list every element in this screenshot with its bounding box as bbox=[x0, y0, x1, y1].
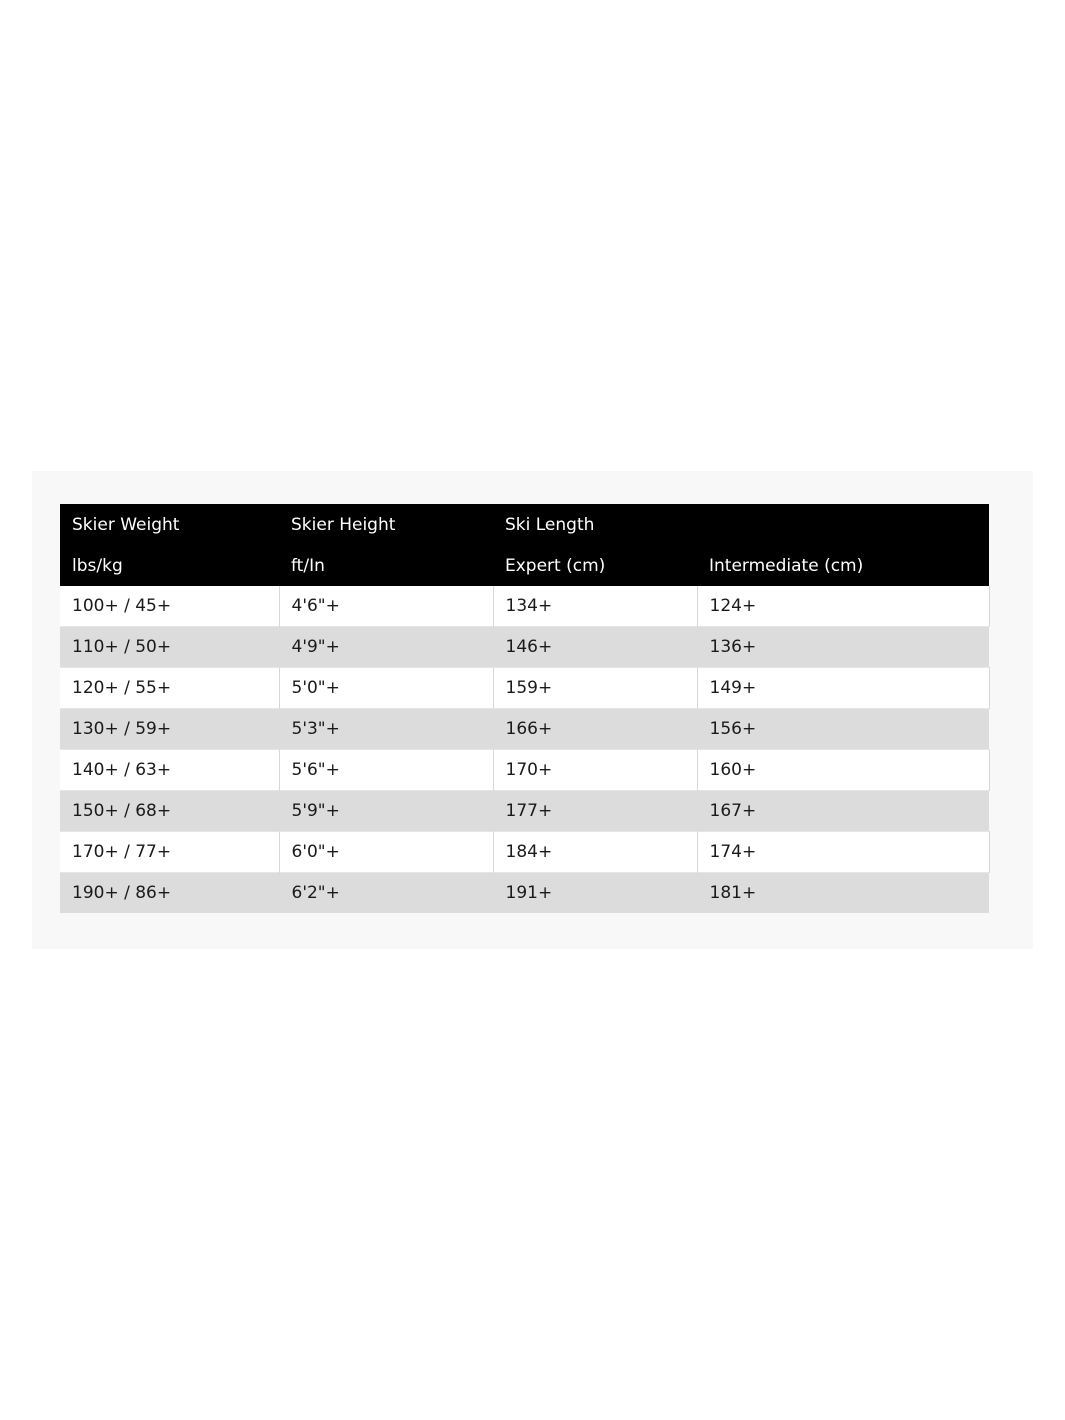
height-cell: 6'2"+ bbox=[279, 873, 493, 914]
height-cell: 5'9"+ bbox=[279, 791, 493, 832]
expert-length-cell: 159+ bbox=[493, 668, 697, 709]
header-skier-weight: Skier Weight bbox=[72, 514, 180, 535]
table-row bbox=[60, 832, 989, 873]
header-row-sub bbox=[60, 545, 989, 586]
header-ft-in: ft/In bbox=[291, 555, 325, 576]
table-row bbox=[60, 668, 989, 709]
height-cell: 5'0"+ bbox=[279, 668, 493, 709]
intermediate-length-cell: 136+ bbox=[697, 627, 989, 668]
expert-length-cell: 191+ bbox=[493, 873, 697, 914]
weight-cell: 100+ / 45+ bbox=[72, 596, 172, 616]
header-skier-height: Skier Height bbox=[291, 514, 396, 535]
table-body bbox=[60, 586, 989, 913]
expert-length-cell: 134+ bbox=[493, 586, 697, 627]
intermediate-length-cell: 174+ bbox=[697, 832, 989, 873]
weight-cell: 130+ / 59+ bbox=[72, 719, 172, 739]
intermediate-length-cell: 160+ bbox=[697, 750, 989, 791]
height-cell: 6'0"+ bbox=[279, 832, 493, 873]
weight-cell: 120+ / 55+ bbox=[72, 678, 172, 698]
expert-length-cell: 170+ bbox=[493, 750, 697, 791]
intermediate-length-cell: 181+ bbox=[697, 873, 989, 914]
intermediate-length-cell: 124+ bbox=[697, 586, 989, 627]
expert-length-cell: 177+ bbox=[493, 791, 697, 832]
table-header bbox=[60, 504, 989, 586]
height-cell: 5'3"+ bbox=[279, 709, 493, 750]
height-cell: 4'6"+ bbox=[279, 586, 493, 627]
ski-size-table bbox=[60, 504, 990, 913]
intermediate-length-cell: 167+ bbox=[697, 791, 989, 832]
header-row-top bbox=[60, 504, 989, 545]
weight-cell: 190+ / 86+ bbox=[72, 883, 172, 903]
expert-length-cell: 166+ bbox=[493, 709, 697, 750]
expert-length-cell: 146+ bbox=[493, 627, 697, 668]
table-row bbox=[60, 791, 989, 832]
table-row bbox=[60, 586, 989, 627]
weight-cell: 170+ / 77+ bbox=[72, 842, 172, 862]
intermediate-length-cell: 149+ bbox=[697, 668, 989, 709]
header-intermediate-cm: Intermediate (cm) bbox=[709, 555, 864, 576]
expert-length-cell: 184+ bbox=[493, 832, 697, 873]
table-row bbox=[60, 750, 989, 791]
table-row bbox=[60, 627, 989, 668]
header-ski-length: Ski Length bbox=[505, 514, 595, 535]
weight-cell: 140+ / 63+ bbox=[72, 760, 172, 780]
height-cell: 4'9"+ bbox=[279, 627, 493, 668]
header-lbs-kg: lbs/kg bbox=[72, 555, 123, 576]
weight-cell: 110+ / 50+ bbox=[72, 637, 172, 657]
header-empty bbox=[697, 504, 989, 545]
table-row bbox=[60, 873, 989, 914]
table-row bbox=[60, 709, 989, 750]
weight-cell: 150+ / 68+ bbox=[72, 801, 172, 821]
height-cell: 5'6"+ bbox=[279, 750, 493, 791]
intermediate-length-cell: 156+ bbox=[697, 709, 989, 750]
header-expert-cm: Expert (cm) bbox=[505, 555, 606, 576]
